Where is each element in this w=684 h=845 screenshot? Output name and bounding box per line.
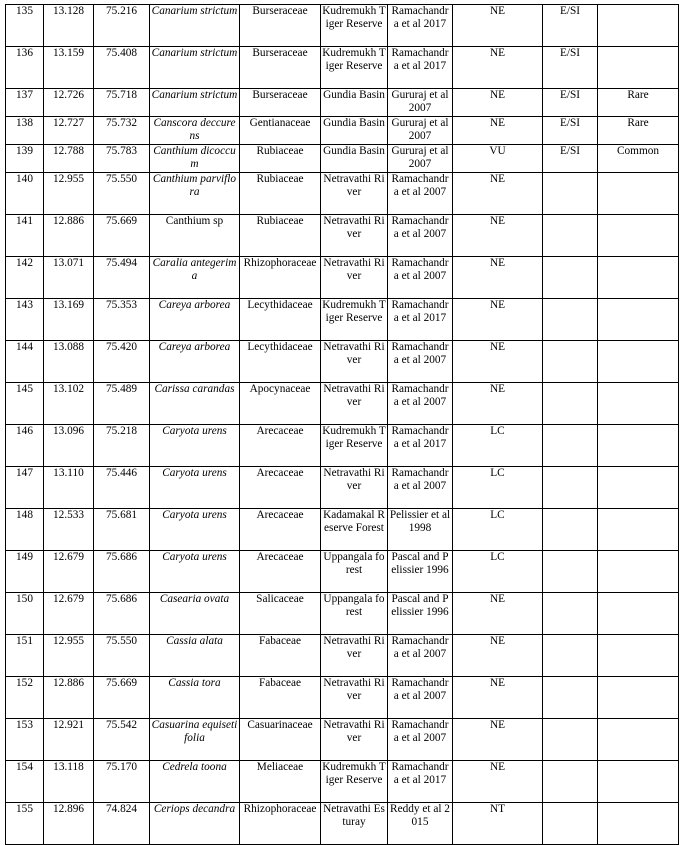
serial-number-cell: 146 xyxy=(6,425,44,467)
species-name-cell: Casuarina equisetifolia xyxy=(150,719,240,761)
iucn-status-cell: LC xyxy=(453,509,543,551)
family-cell: Arecaceae xyxy=(240,509,321,551)
latitude-cell: 12.679 xyxy=(44,593,94,635)
serial-number-cell: 145 xyxy=(6,383,44,425)
species-name-cell: Canarium strictum xyxy=(150,5,240,47)
occurrence-status-cell xyxy=(598,551,679,593)
latitude-cell: 12.886 xyxy=(44,677,94,719)
locality-cell: Kadamakal Reserve Forest xyxy=(321,509,388,551)
endemism-cell xyxy=(543,677,598,719)
iucn-status-cell: LC xyxy=(453,425,543,467)
serial-number-cell: 136 xyxy=(6,47,44,89)
endemism-cell xyxy=(543,719,598,761)
species-name-cell: Careya arborea xyxy=(150,341,240,383)
latitude-cell: 12.727 xyxy=(44,117,94,145)
serial-number-cell: 138 xyxy=(6,117,44,145)
species-name-cell: Casearia ovata xyxy=(150,593,240,635)
endemism-cell xyxy=(543,383,598,425)
occurrence-status-cell xyxy=(598,635,679,677)
locality-cell: Netravathi River xyxy=(321,173,388,215)
occurrence-status-cell xyxy=(598,341,679,383)
latitude-cell: 12.726 xyxy=(44,89,94,117)
endemism-cell: E/SI xyxy=(543,145,598,173)
source-reference-cell: Ramachandra et al 2017 xyxy=(388,299,453,341)
table-row xyxy=(6,425,679,467)
family-cell: Burseraceae xyxy=(240,89,321,117)
latitude-cell: 13.102 xyxy=(44,383,94,425)
longitude-cell: 75.170 xyxy=(94,761,150,803)
serial-number-cell: 155 xyxy=(6,803,44,845)
longitude-cell: 75.489 xyxy=(94,383,150,425)
serial-number-cell: 151 xyxy=(6,635,44,677)
species-name-cell: Caryota urens xyxy=(150,467,240,509)
occurrence-status-cell xyxy=(598,173,679,215)
species-name-cell: Canarium strictum xyxy=(150,89,240,117)
longitude-cell: 75.718 xyxy=(94,89,150,117)
iucn-status-cell: NE xyxy=(453,5,543,47)
serial-number-cell: 142 xyxy=(6,257,44,299)
longitude-cell: 75.783 xyxy=(94,145,150,173)
locality-cell: Gundia Basin xyxy=(321,145,388,173)
endemism-cell xyxy=(543,803,598,845)
locality-cell: Gundia Basin xyxy=(321,89,388,117)
occurrence-status-cell xyxy=(598,509,679,551)
locality-cell: Kudremukh Tiger Reserve xyxy=(321,425,388,467)
longitude-cell: 75.494 xyxy=(94,257,150,299)
locality-cell: Netravathi River xyxy=(321,383,388,425)
occurrence-status-cell xyxy=(598,257,679,299)
species-name-cell: Caryota urens xyxy=(150,551,240,593)
endemism-cell: E/SI xyxy=(543,5,598,47)
latitude-cell: 13.088 xyxy=(44,341,94,383)
family-cell: Rhizophoraceae xyxy=(240,257,321,299)
serial-number-cell: 139 xyxy=(6,145,44,173)
latitude-cell: 13.110 xyxy=(44,467,94,509)
endemism-cell xyxy=(543,299,598,341)
occurrence-status-cell xyxy=(598,803,679,845)
species-table xyxy=(5,4,679,845)
occurrence-status-cell xyxy=(598,47,679,89)
occurrence-status-cell xyxy=(598,467,679,509)
source-reference-cell: Ramachandra et al 2007 xyxy=(388,635,453,677)
locality-cell: Netravathi River xyxy=(321,635,388,677)
serial-number-cell: 154 xyxy=(6,761,44,803)
iucn-status-cell: NE xyxy=(453,47,543,89)
longitude-cell: 75.550 xyxy=(94,173,150,215)
species-name-cell: Careya arborea xyxy=(150,299,240,341)
table-row xyxy=(6,215,679,257)
iucn-status-cell: VU xyxy=(453,145,543,173)
iucn-status-cell: NE xyxy=(453,761,543,803)
table-row xyxy=(6,299,679,341)
iucn-status-cell: LC xyxy=(453,467,543,509)
longitude-cell: 75.550 xyxy=(94,635,150,677)
endemism-cell xyxy=(543,467,598,509)
locality-cell: Kudremukh Tiger Reserve xyxy=(321,47,388,89)
family-cell: Rhizophoraceae xyxy=(240,803,321,845)
occurrence-status-cell xyxy=(598,593,679,635)
family-cell: Arecaceae xyxy=(240,467,321,509)
serial-number-cell: 150 xyxy=(6,593,44,635)
family-cell: Salicaceae xyxy=(240,593,321,635)
iucn-status-cell: LC xyxy=(453,551,543,593)
source-reference-cell: Ramachandra et al 2007 xyxy=(388,173,453,215)
table-row xyxy=(6,593,679,635)
species-name-cell: Caralia antegerima xyxy=(150,257,240,299)
locality-cell: Uppangala forest xyxy=(321,593,388,635)
locality-cell: Gundia Basin xyxy=(321,117,388,145)
latitude-cell: 12.533 xyxy=(44,509,94,551)
family-cell: Gentianaceae xyxy=(240,117,321,145)
table-row xyxy=(6,257,679,299)
serial-number-cell: 141 xyxy=(6,215,44,257)
longitude-cell: 75.216 xyxy=(94,5,150,47)
locality-cell: Netravathi River xyxy=(321,341,388,383)
species-name-cell: Cassia tora xyxy=(150,677,240,719)
iucn-status-cell: NE xyxy=(453,117,543,145)
species-name-cell: Caryota urens xyxy=(150,425,240,467)
table-row xyxy=(6,761,679,803)
source-reference-cell: Ramachandra et al 2007 xyxy=(388,383,453,425)
table-row xyxy=(6,509,679,551)
locality-cell: Netravathi River xyxy=(321,257,388,299)
family-cell: Meliaceae xyxy=(240,761,321,803)
family-cell: Burseraceae xyxy=(240,47,321,89)
latitude-cell: 12.896 xyxy=(44,803,94,845)
serial-number-cell: 152 xyxy=(6,677,44,719)
endemism-cell xyxy=(543,509,598,551)
source-reference-cell: Ramachandra et al 2007 xyxy=(388,341,453,383)
endemism-cell: E/SI xyxy=(543,89,598,117)
latitude-cell: 13.128 xyxy=(44,5,94,47)
longitude-cell: 75.686 xyxy=(94,551,150,593)
family-cell: Casuarinaceae xyxy=(240,719,321,761)
family-cell: Burseraceae xyxy=(240,5,321,47)
locality-cell: Netravathi Esturay xyxy=(321,803,388,845)
locality-cell: Kudremukh Tiger Reserve xyxy=(321,5,388,47)
iucn-status-cell: NE xyxy=(453,341,543,383)
latitude-cell: 13.159 xyxy=(44,47,94,89)
table-body xyxy=(6,5,679,845)
family-cell: Apocynaceae xyxy=(240,383,321,425)
longitude-cell: 75.669 xyxy=(94,677,150,719)
family-cell: Lecythidaceae xyxy=(240,299,321,341)
species-name-cell: Caryota urens xyxy=(150,509,240,551)
species-name-cell: Canthium sp xyxy=(150,215,240,257)
table-row xyxy=(6,5,679,47)
source-reference-cell: Gururaj et al 2007 xyxy=(388,145,453,173)
latitude-cell: 12.955 xyxy=(44,173,94,215)
longitude-cell: 75.681 xyxy=(94,509,150,551)
longitude-cell: 75.732 xyxy=(94,117,150,145)
longitude-cell: 75.353 xyxy=(94,299,150,341)
source-reference-cell: Ramachandra et al 2007 xyxy=(388,467,453,509)
locality-cell: Kudremukh Tiger Reserve xyxy=(321,299,388,341)
longitude-cell: 75.420 xyxy=(94,341,150,383)
endemism-cell xyxy=(543,635,598,677)
occurrence-status-cell: Rare xyxy=(598,89,679,117)
species-name-cell: Canarium strictum xyxy=(150,47,240,89)
latitude-cell: 13.169 xyxy=(44,299,94,341)
table-row xyxy=(6,341,679,383)
table-row xyxy=(6,173,679,215)
serial-number-cell: 149 xyxy=(6,551,44,593)
source-reference-cell: Gururaj et al 2007 xyxy=(388,117,453,145)
table-row xyxy=(6,383,679,425)
species-name-cell: Canthium dicoccum xyxy=(150,145,240,173)
longitude-cell: 75.218 xyxy=(94,425,150,467)
source-reference-cell: Pascal and Pelissier 1996 xyxy=(388,551,453,593)
longitude-cell: 75.408 xyxy=(94,47,150,89)
endemism-cell: E/SI xyxy=(543,47,598,89)
family-cell: Lecythidaceae xyxy=(240,341,321,383)
locality-cell: Kudremukh Tiger Reserve xyxy=(321,761,388,803)
table-row xyxy=(6,677,679,719)
source-reference-cell: Ramachandra et al 2007 xyxy=(388,719,453,761)
family-cell: Arecaceae xyxy=(240,425,321,467)
serial-number-cell: 137 xyxy=(6,89,44,117)
table-row xyxy=(6,145,679,173)
latitude-cell: 13.096 xyxy=(44,425,94,467)
iucn-status-cell: NE xyxy=(453,383,543,425)
endemism-cell xyxy=(543,341,598,383)
endemism-cell xyxy=(543,551,598,593)
source-reference-cell: Ramachandra et al 2007 xyxy=(388,257,453,299)
source-reference-cell: Reddy et al 2015 xyxy=(388,803,453,845)
source-reference-cell: Ramachandra et al 2007 xyxy=(388,215,453,257)
iucn-status-cell: NE xyxy=(453,173,543,215)
occurrence-status-cell xyxy=(598,383,679,425)
table-row xyxy=(6,551,679,593)
iucn-status-cell: NE xyxy=(453,593,543,635)
family-cell: Fabaceae xyxy=(240,677,321,719)
iucn-status-cell: NE xyxy=(453,89,543,117)
occurrence-status-cell: Rare xyxy=(598,117,679,145)
source-reference-cell: Gururaj et al 2007 xyxy=(388,89,453,117)
species-name-cell: Canscora deccurens xyxy=(150,117,240,145)
endemism-cell xyxy=(543,593,598,635)
serial-number-cell: 147 xyxy=(6,467,44,509)
species-name-cell: Ceriops decandra xyxy=(150,803,240,845)
family-cell: Rubiaceae xyxy=(240,145,321,173)
table-row xyxy=(6,89,679,117)
longitude-cell: 75.686 xyxy=(94,593,150,635)
source-reference-cell: Pelissier et al 1998 xyxy=(388,509,453,551)
table-row xyxy=(6,635,679,677)
family-cell: Arecaceae xyxy=(240,551,321,593)
endemism-cell xyxy=(543,173,598,215)
iucn-status-cell: NE xyxy=(453,299,543,341)
locality-cell: Netravathi River xyxy=(321,677,388,719)
endemism-cell xyxy=(543,215,598,257)
serial-number-cell: 140 xyxy=(6,173,44,215)
table-row xyxy=(6,803,679,845)
endemism-cell: E/SI xyxy=(543,117,598,145)
table-row xyxy=(6,47,679,89)
occurrence-status-cell xyxy=(598,425,679,467)
table-row xyxy=(6,117,679,145)
occurrence-status-cell xyxy=(598,215,679,257)
locality-cell: Netravathi River xyxy=(321,719,388,761)
serial-number-cell: 153 xyxy=(6,719,44,761)
occurrence-status-cell xyxy=(598,299,679,341)
locality-cell: Netravathi River xyxy=(321,467,388,509)
endemism-cell xyxy=(543,425,598,467)
latitude-cell: 12.788 xyxy=(44,145,94,173)
iucn-status-cell: NE xyxy=(453,215,543,257)
source-reference-cell: Pascal and Pelissier 1996 xyxy=(388,593,453,635)
latitude-cell: 13.118 xyxy=(44,761,94,803)
occurrence-status-cell: Common xyxy=(598,145,679,173)
serial-number-cell: 135 xyxy=(6,5,44,47)
iucn-status-cell: NE xyxy=(453,677,543,719)
occurrence-status-cell xyxy=(598,5,679,47)
iucn-status-cell: NE xyxy=(453,635,543,677)
serial-number-cell: 148 xyxy=(6,509,44,551)
locality-cell: Netravathi River xyxy=(321,215,388,257)
occurrence-status-cell xyxy=(598,761,679,803)
latitude-cell: 12.886 xyxy=(44,215,94,257)
occurrence-status-cell xyxy=(598,677,679,719)
source-reference-cell: Ramachandra et al 2017 xyxy=(388,425,453,467)
latitude-cell: 12.955 xyxy=(44,635,94,677)
locality-cell: Uppangala forest xyxy=(321,551,388,593)
endemism-cell xyxy=(543,257,598,299)
endemism-cell xyxy=(543,761,598,803)
longitude-cell: 74.824 xyxy=(94,803,150,845)
longitude-cell: 75.446 xyxy=(94,467,150,509)
source-reference-cell: Ramachandra et al 2007 xyxy=(388,677,453,719)
family-cell: Rubiaceae xyxy=(240,215,321,257)
serial-number-cell: 144 xyxy=(6,341,44,383)
iucn-status-cell: NT xyxy=(453,803,543,845)
latitude-cell: 12.921 xyxy=(44,719,94,761)
longitude-cell: 75.669 xyxy=(94,215,150,257)
latitude-cell: 12.679 xyxy=(44,551,94,593)
source-reference-cell: Ramachandra et al 2017 xyxy=(388,5,453,47)
species-name-cell: Cedrela toona xyxy=(150,761,240,803)
species-name-cell: Carissa carandas xyxy=(150,383,240,425)
table-row xyxy=(6,467,679,509)
family-cell: Fabaceae xyxy=(240,635,321,677)
iucn-status-cell: NE xyxy=(453,719,543,761)
species-name-cell: Cassia alata xyxy=(150,635,240,677)
table-row xyxy=(6,719,679,761)
source-reference-cell: Ramachandra et al 2017 xyxy=(388,47,453,89)
source-reference-cell: Ramachandra et al 2017 xyxy=(388,761,453,803)
species-name-cell: Canthium parviflora xyxy=(150,173,240,215)
family-cell: Rubiaceae xyxy=(240,173,321,215)
occurrence-status-cell xyxy=(598,719,679,761)
iucn-status-cell: NE xyxy=(453,257,543,299)
longitude-cell: 75.542 xyxy=(94,719,150,761)
latitude-cell: 13.071 xyxy=(44,257,94,299)
serial-number-cell: 143 xyxy=(6,299,44,341)
